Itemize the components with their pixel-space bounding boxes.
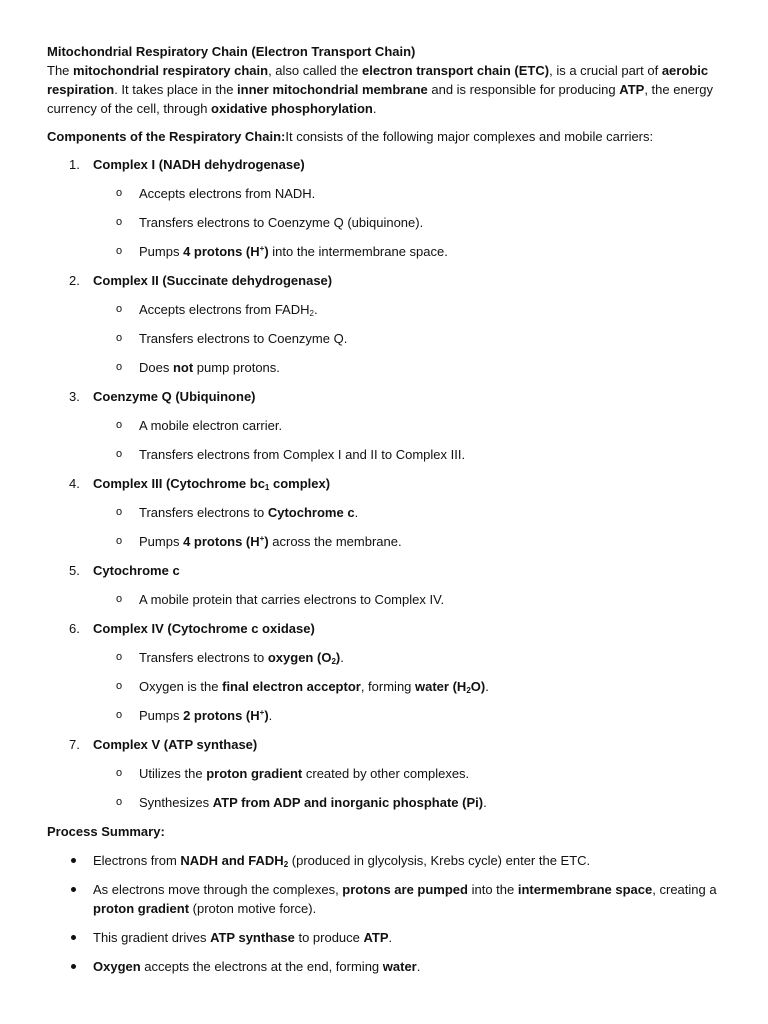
text-run: , the energy currency of the cell, through	[47, 82, 713, 116]
text-run: electron transport chain (ETC)	[362, 63, 550, 78]
component-item	[47, 271, 727, 387]
hollow-bullet-icon: o	[116, 361, 123, 373]
bullet-dot-icon	[71, 858, 76, 863]
bullet-dot-icon	[71, 887, 76, 892]
text-run: Synthesizes	[139, 795, 213, 810]
detail-item	[93, 793, 727, 822]
hollow-bullet-icon: o	[116, 651, 123, 663]
text-run: proton gradient	[93, 901, 190, 916]
detail-item	[93, 764, 727, 793]
component-number: 2.	[69, 273, 80, 288]
text-run: 4 protons (H	[183, 244, 260, 259]
text-run: A mobile electron carrier.	[139, 418, 283, 433]
text-run: to produce	[294, 930, 364, 945]
text-run: Oxygen	[93, 959, 141, 974]
hollow-bullet-icon: o	[116, 187, 123, 199]
detail-item	[93, 648, 727, 677]
summary-item	[47, 880, 727, 918]
component-details	[93, 416, 727, 474]
text-run: ATP	[619, 82, 645, 97]
hollow-bullet-icon: o	[116, 767, 123, 779]
text-run: Accepts electrons from NADH.	[139, 186, 316, 201]
component-number: 1.	[69, 157, 80, 172]
text-run: ATP synthase	[210, 930, 295, 945]
detail-item	[93, 706, 727, 735]
text-run: pump protons.	[193, 360, 280, 375]
document-title: Mitochondrial Respiratory Chain (Electron Transport Chain)	[47, 44, 416, 59]
text-run: not	[172, 360, 194, 375]
summary-item	[47, 957, 727, 976]
text-run: Transfers electrons to Coenzyme Q (ubiquinone).	[139, 215, 424, 230]
text-run: 2	[466, 686, 471, 695]
text-run: inner mitochondrial membrane	[237, 82, 428, 97]
hollow-bullet-icon: o	[116, 796, 123, 808]
text-run: Pumps	[139, 708, 184, 723]
summary-title: Process Summary:	[47, 824, 165, 839]
text-run: .	[354, 505, 359, 520]
detail-text	[139, 244, 448, 259]
component-number: 4.	[69, 476, 80, 491]
text-run: )	[264, 534, 269, 549]
text-run: .	[483, 795, 487, 810]
detail-text	[139, 592, 444, 607]
text-run: O)	[470, 679, 486, 694]
text-run: A mobile protein that carries electrons to Complex IV.	[139, 592, 445, 607]
text-run: Transfers electrons to Coenzyme Q.	[139, 331, 348, 346]
hollow-bullet-icon: o	[116, 419, 123, 431]
text-run: Complex V (ATP synthase)	[93, 737, 258, 752]
detail-item	[93, 242, 727, 271]
text-run: Pumps	[139, 534, 184, 549]
intro-paragraph	[47, 61, 727, 118]
text-run: proton gradient	[206, 766, 303, 781]
detail-text	[139, 650, 344, 665]
text-run: . It takes place in the	[114, 82, 238, 97]
detail-text	[139, 360, 280, 375]
text-run: .	[416, 959, 421, 974]
detail-item	[93, 532, 727, 561]
text-run: Oxygen is the	[139, 679, 223, 694]
text-run: created by other complexes.	[302, 766, 470, 781]
component-heading	[93, 735, 727, 764]
text-run: Transfers electrons to	[139, 505, 268, 520]
detail-text	[139, 766, 469, 781]
text-run: 1	[264, 483, 270, 492]
text-run: Transfers electrons from Complex I and II to Complex III.	[139, 447, 466, 462]
hollow-bullet-icon: o	[116, 332, 123, 344]
detail-text	[139, 795, 487, 810]
text-run: Components of the Respiratory Chain:	[47, 129, 286, 144]
text-run: 4 protons (H	[183, 534, 260, 549]
component-item	[47, 387, 727, 474]
text-run: across the membrane.	[268, 534, 402, 549]
hollow-bullet-icon: o	[116, 709, 123, 721]
text-run: .	[372, 101, 377, 116]
text-run: complex)	[269, 476, 331, 491]
text-run: mitochondrial respiratory chain	[73, 63, 269, 78]
text-run: , creating a	[652, 882, 717, 897]
text-run: , also called the	[268, 63, 363, 78]
detail-item	[93, 300, 727, 329]
text-run: intermembrane space	[517, 882, 653, 897]
text-run: accepts the electrons at the end, forming	[140, 959, 383, 974]
text-run: water (H	[415, 679, 467, 694]
text-run: Cytochrome c	[267, 505, 355, 520]
component-heading	[93, 155, 727, 184]
component-item	[47, 735, 727, 822]
text-run: It consists of the following major complexes and mobile carriers:	[285, 129, 654, 144]
detail-item	[93, 416, 727, 445]
detail-item	[93, 445, 727, 474]
component-item	[47, 474, 727, 561]
text-run: Complex I (NADH dehydrogenase)	[93, 157, 305, 172]
component-details	[93, 300, 727, 387]
text-run: NADH and FADH	[180, 853, 284, 868]
component-heading	[93, 619, 727, 648]
text-run: The	[47, 63, 74, 78]
text-run: (produced in glycolysis, Krebs cycle) enter the ETC.	[288, 853, 591, 868]
text-run: into the	[467, 882, 518, 897]
summary-list	[47, 851, 727, 976]
text-run: protons are pumped	[342, 882, 468, 897]
component-heading	[93, 271, 727, 300]
text-run: .	[340, 650, 344, 665]
component-details	[93, 590, 727, 619]
detail-text	[139, 186, 315, 201]
detail-text	[139, 447, 465, 462]
text-run: 2 protons (H	[183, 708, 260, 723]
bullet-dot-icon	[71, 964, 76, 969]
text-run: )	[335, 650, 341, 665]
summary-text	[93, 930, 392, 945]
summary-item	[47, 928, 727, 947]
component-details	[93, 503, 727, 561]
detail-text	[139, 215, 423, 230]
text-run: Cytochrome c	[93, 563, 180, 578]
text-run: +	[259, 708, 265, 717]
text-run: Pumps	[139, 244, 184, 259]
components-intro	[47, 127, 727, 146]
bullet-dot-icon	[71, 935, 76, 940]
text-run: )	[264, 244, 269, 259]
text-run: Coenzyme Q (Ubiquinone)	[93, 389, 256, 404]
component-item	[47, 155, 727, 271]
detail-item	[93, 590, 727, 619]
text-run: water	[382, 959, 417, 974]
text-run: Transfers electrons to	[139, 650, 268, 665]
summary-item	[47, 851, 727, 870]
component-item	[47, 619, 727, 735]
text-run: Complex II (Succinate dehydrogenase)	[93, 273, 333, 288]
detail-item	[93, 184, 727, 213]
component-item	[47, 561, 727, 619]
detail-text	[139, 534, 402, 549]
components-list	[47, 155, 727, 822]
hollow-bullet-icon: o	[116, 216, 123, 228]
detail-text	[139, 418, 282, 433]
hollow-bullet-icon: o	[116, 593, 123, 605]
text-run: Utilizes the	[139, 766, 207, 781]
detail-item	[93, 503, 727, 532]
detail-text	[139, 708, 272, 723]
detail-text	[139, 302, 318, 317]
text-run: Complex IV (Cytochrome c oxidase)	[93, 621, 315, 636]
text-run: Electrons from	[93, 853, 181, 868]
component-details	[93, 648, 727, 735]
text-run: .	[268, 708, 273, 723]
text-run: 2	[331, 657, 336, 666]
component-number: 3.	[69, 389, 80, 404]
text-run: final electron acceptor	[222, 679, 361, 694]
text-run: oxidative phosphorylation	[211, 101, 373, 116]
text-run: (proton motive force).	[189, 901, 317, 916]
component-number: 7.	[69, 737, 80, 752]
component-heading	[93, 474, 727, 503]
text-run: , is a crucial part of	[549, 63, 662, 78]
detail-item	[93, 213, 727, 242]
component-number: 6.	[69, 621, 80, 636]
document-page	[47, 42, 727, 986]
text-run: .	[485, 679, 489, 694]
hollow-bullet-icon: o	[116, 535, 123, 547]
text-run: Accepts electrons from FADH	[139, 302, 310, 317]
detail-item	[93, 358, 727, 387]
text-run: ATP from ADP and inorganic phosphate (Pi)	[212, 795, 484, 810]
summary-text	[93, 853, 590, 868]
text-run: aerobic respiration	[47, 63, 709, 97]
component-number: 5.	[69, 563, 80, 578]
text-run: and is responsible for producing	[427, 82, 620, 97]
hollow-bullet-icon: o	[116, 303, 123, 315]
text-run: ATP	[363, 930, 389, 945]
text-run: , forming	[360, 679, 416, 694]
text-run: +	[259, 244, 265, 253]
detail-item	[93, 329, 727, 358]
detail-text	[139, 505, 358, 520]
text-run: into the intermembrane space.	[268, 244, 448, 259]
text-run: oxygen (O	[267, 650, 332, 665]
component-heading	[93, 561, 727, 590]
text-run: 2	[283, 860, 289, 869]
text-run: As electrons move through the complexes,	[93, 882, 343, 897]
text-run: +	[259, 534, 265, 543]
text-run: This gradient drives	[93, 930, 211, 945]
hollow-bullet-icon: o	[116, 506, 123, 518]
hollow-bullet-icon: o	[116, 245, 123, 257]
text-run: .	[313, 302, 318, 317]
detail-item	[93, 677, 727, 706]
text-run: )	[264, 708, 269, 723]
detail-text	[139, 679, 489, 694]
component-details	[93, 764, 727, 822]
detail-text	[139, 331, 347, 346]
text-run: Does	[139, 360, 173, 375]
text-run: 2	[309, 309, 314, 318]
summary-text	[93, 882, 717, 916]
summary-text	[93, 959, 420, 974]
component-details	[93, 184, 727, 271]
component-heading	[93, 387, 727, 416]
text-run: .	[388, 930, 393, 945]
hollow-bullet-icon: o	[116, 448, 123, 460]
hollow-bullet-icon: o	[116, 680, 123, 692]
text-run: Complex III (Cytochrome bc	[93, 476, 265, 491]
